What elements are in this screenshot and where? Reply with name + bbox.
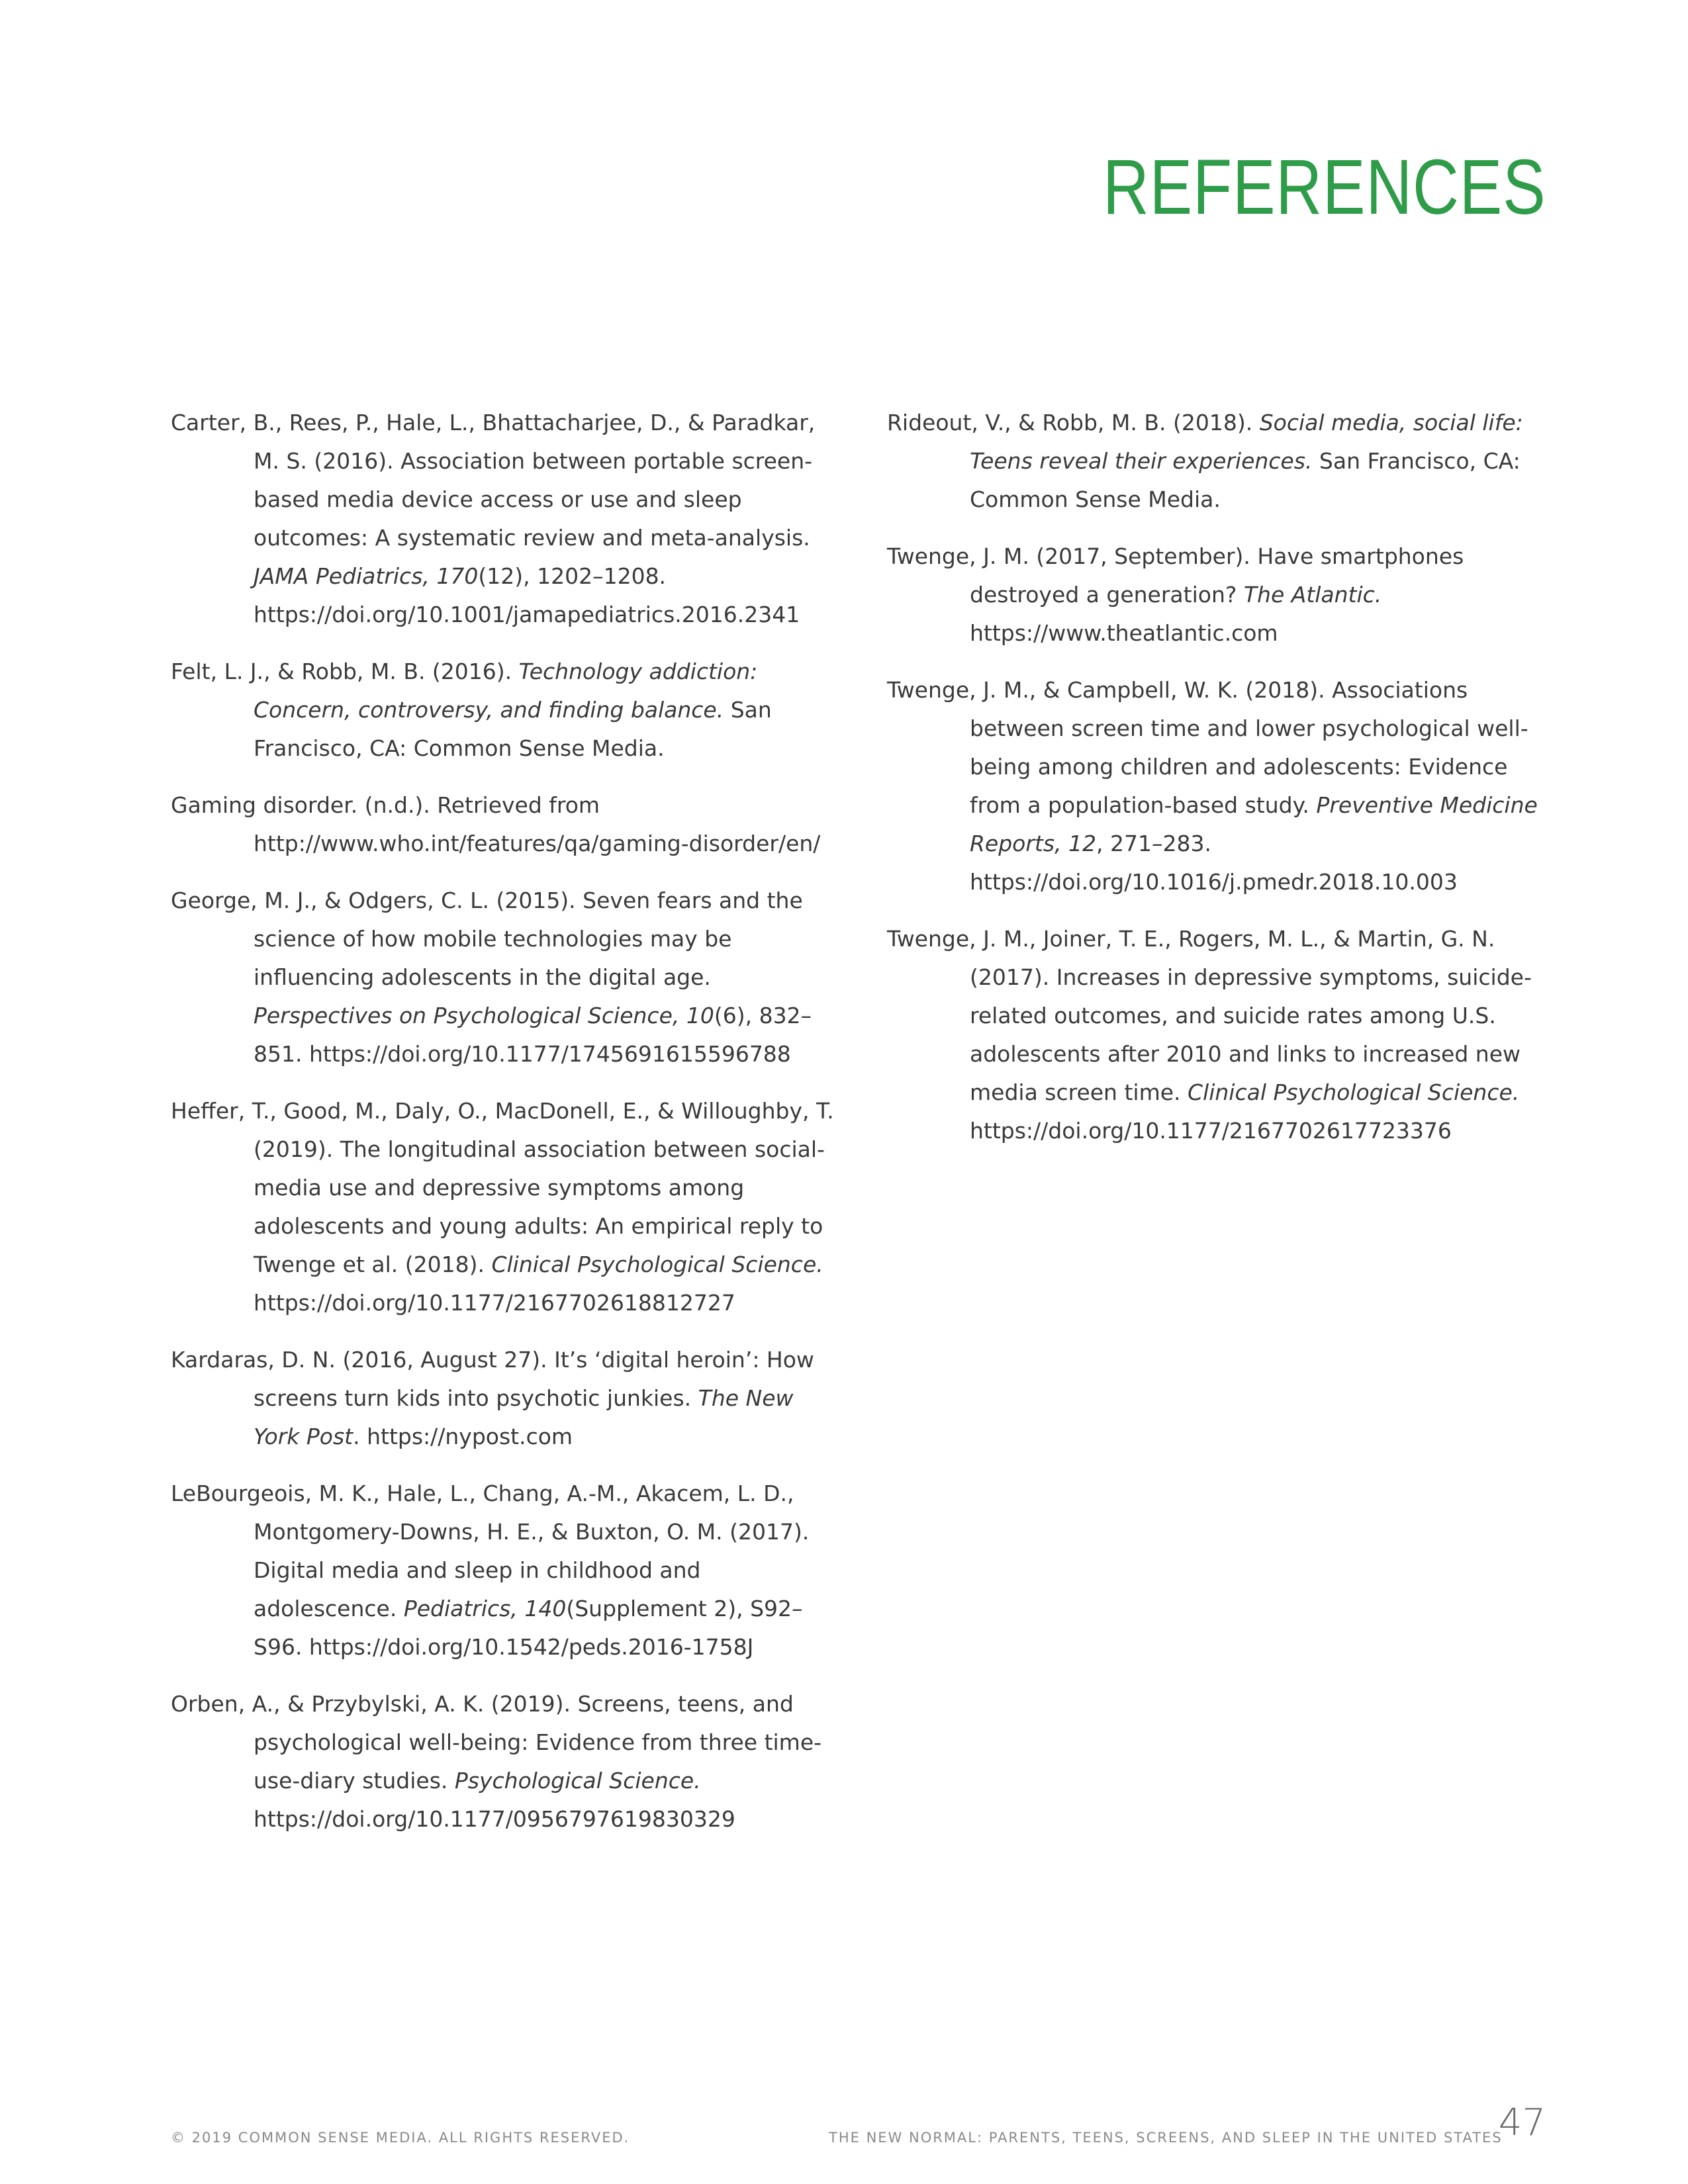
reference-entry: Gaming disorder. (n.d.). Retrieved from http://www.who.int/features/qa/gaming-disorder/en/	[171, 792, 821, 856]
reference-entry: George, M. J., & Odgers, C. L. (2015). Seven fears and the science of how mobile technologies may be influencing adolescents in the digital age. Perspectives on Psychological Science, 10(6), 832–851. https://doi.org/10.1177/1745691615596788	[171, 887, 812, 1067]
reference-entry: Kardaras, D. N. (2016, August 27). It’s ‘digital heroin’: How screens turn kids into psychotic junkies. The New York Post. https://nypost.com	[171, 1347, 814, 1449]
page-number: 47	[1498, 2101, 1546, 2144]
reference-entry: Orben, A., & Przybylski, A. K. (2019). Screens, teens, and psychological well-being: Evidence from three time-use-diary studies. Psychological Science. https://doi.org/10.1177/0956797619830329	[171, 1691, 822, 1832]
footer-copyright: © 2019 COMMON SENSE MEDIA. ALL RIGHTS RESERVED.	[171, 2130, 630, 2146]
reference-entry: Felt, L. J., & Robb, M. B. (2016). Technology addiction: Concern, controversy, and finding balance. San Francisco, CA: Common Sense Media.	[171, 659, 772, 761]
reference-entry: Rideout, V., & Robb, M. B. (2018). Social media, social life: Teens reveal their experiences. San Francisco, CA: Common Sense Media.	[887, 410, 1523, 512]
reference-entry: LeBourgeois, M. K., Hale, L., Chang, A.-M., Akacem, L. D., Montgomery-Downs, H. E., & Buxton, O. M. (2017). Digital media and sleep in childhood and adolescence. Pediatrics, 140(Supplement 2), S92–S96. https://doi.org/10.1542/peds.2016-1758J	[171, 1480, 810, 1660]
reference-entry: Carter, B., Rees, P., Hale, L., Bhattacharjee, D., & Paradkar, M. S. (2016). Association between portable screen-based media device access or use and sleep outcomes: A systematic review and meta-analysis. JAMA Pediatrics, 170(12), 1202–1208. https://doi.org/10.1001/jamapediatrics.2016.2341	[171, 410, 816, 627]
references-right-column	[887, 404, 1556, 1169]
page-title: REFERENCES	[1102, 144, 1546, 231]
reference-entry: Heffer, T., Good, M., Daly, O., MacDonell, E., & Willoughby, T. (2019). The longitudinal association between social-media use and depressive symptoms among adolescents and young adults: An empirical reply to Twenge et al. (2018). Clinical Psychological Science. https://doi.org/10.1177/2167702618812727	[171, 1098, 834, 1316]
reference-entry: Twenge, J. M., & Campbell, W. K. (2018). Associations between screen time and lower psychological well-being among children and adolescents: Evidence from a population-based study. Preventive Medicine Reports, 12, 271–283. https://doi.org/10.1016/j.pmedr.2018.10.003	[887, 677, 1538, 895]
reference-entry: Twenge, J. M. (2017, September). Have smartphones destroyed a generation? The Atlantic. https://www.theatlantic.com	[887, 543, 1464, 646]
reference-entry: Twenge, J. M., Joiner, T. E., Rogers, M. L., & Martin, G. N. (2017). Increases in depressive symptoms, suicide-related outcomes, and suicide rates among U.S. adolescents after 2010 and links to increased new media screen time. Clinical Psychological Science. https://doi.org/10.1177/2167702617723376	[887, 926, 1532, 1144]
references-left-column	[171, 404, 839, 1857]
footer-publication-title: THE NEW NORMAL: PARENTS, TEENS, SCREENS, AND SLEEP IN THE UNITED STATES	[829, 2130, 1503, 2146]
